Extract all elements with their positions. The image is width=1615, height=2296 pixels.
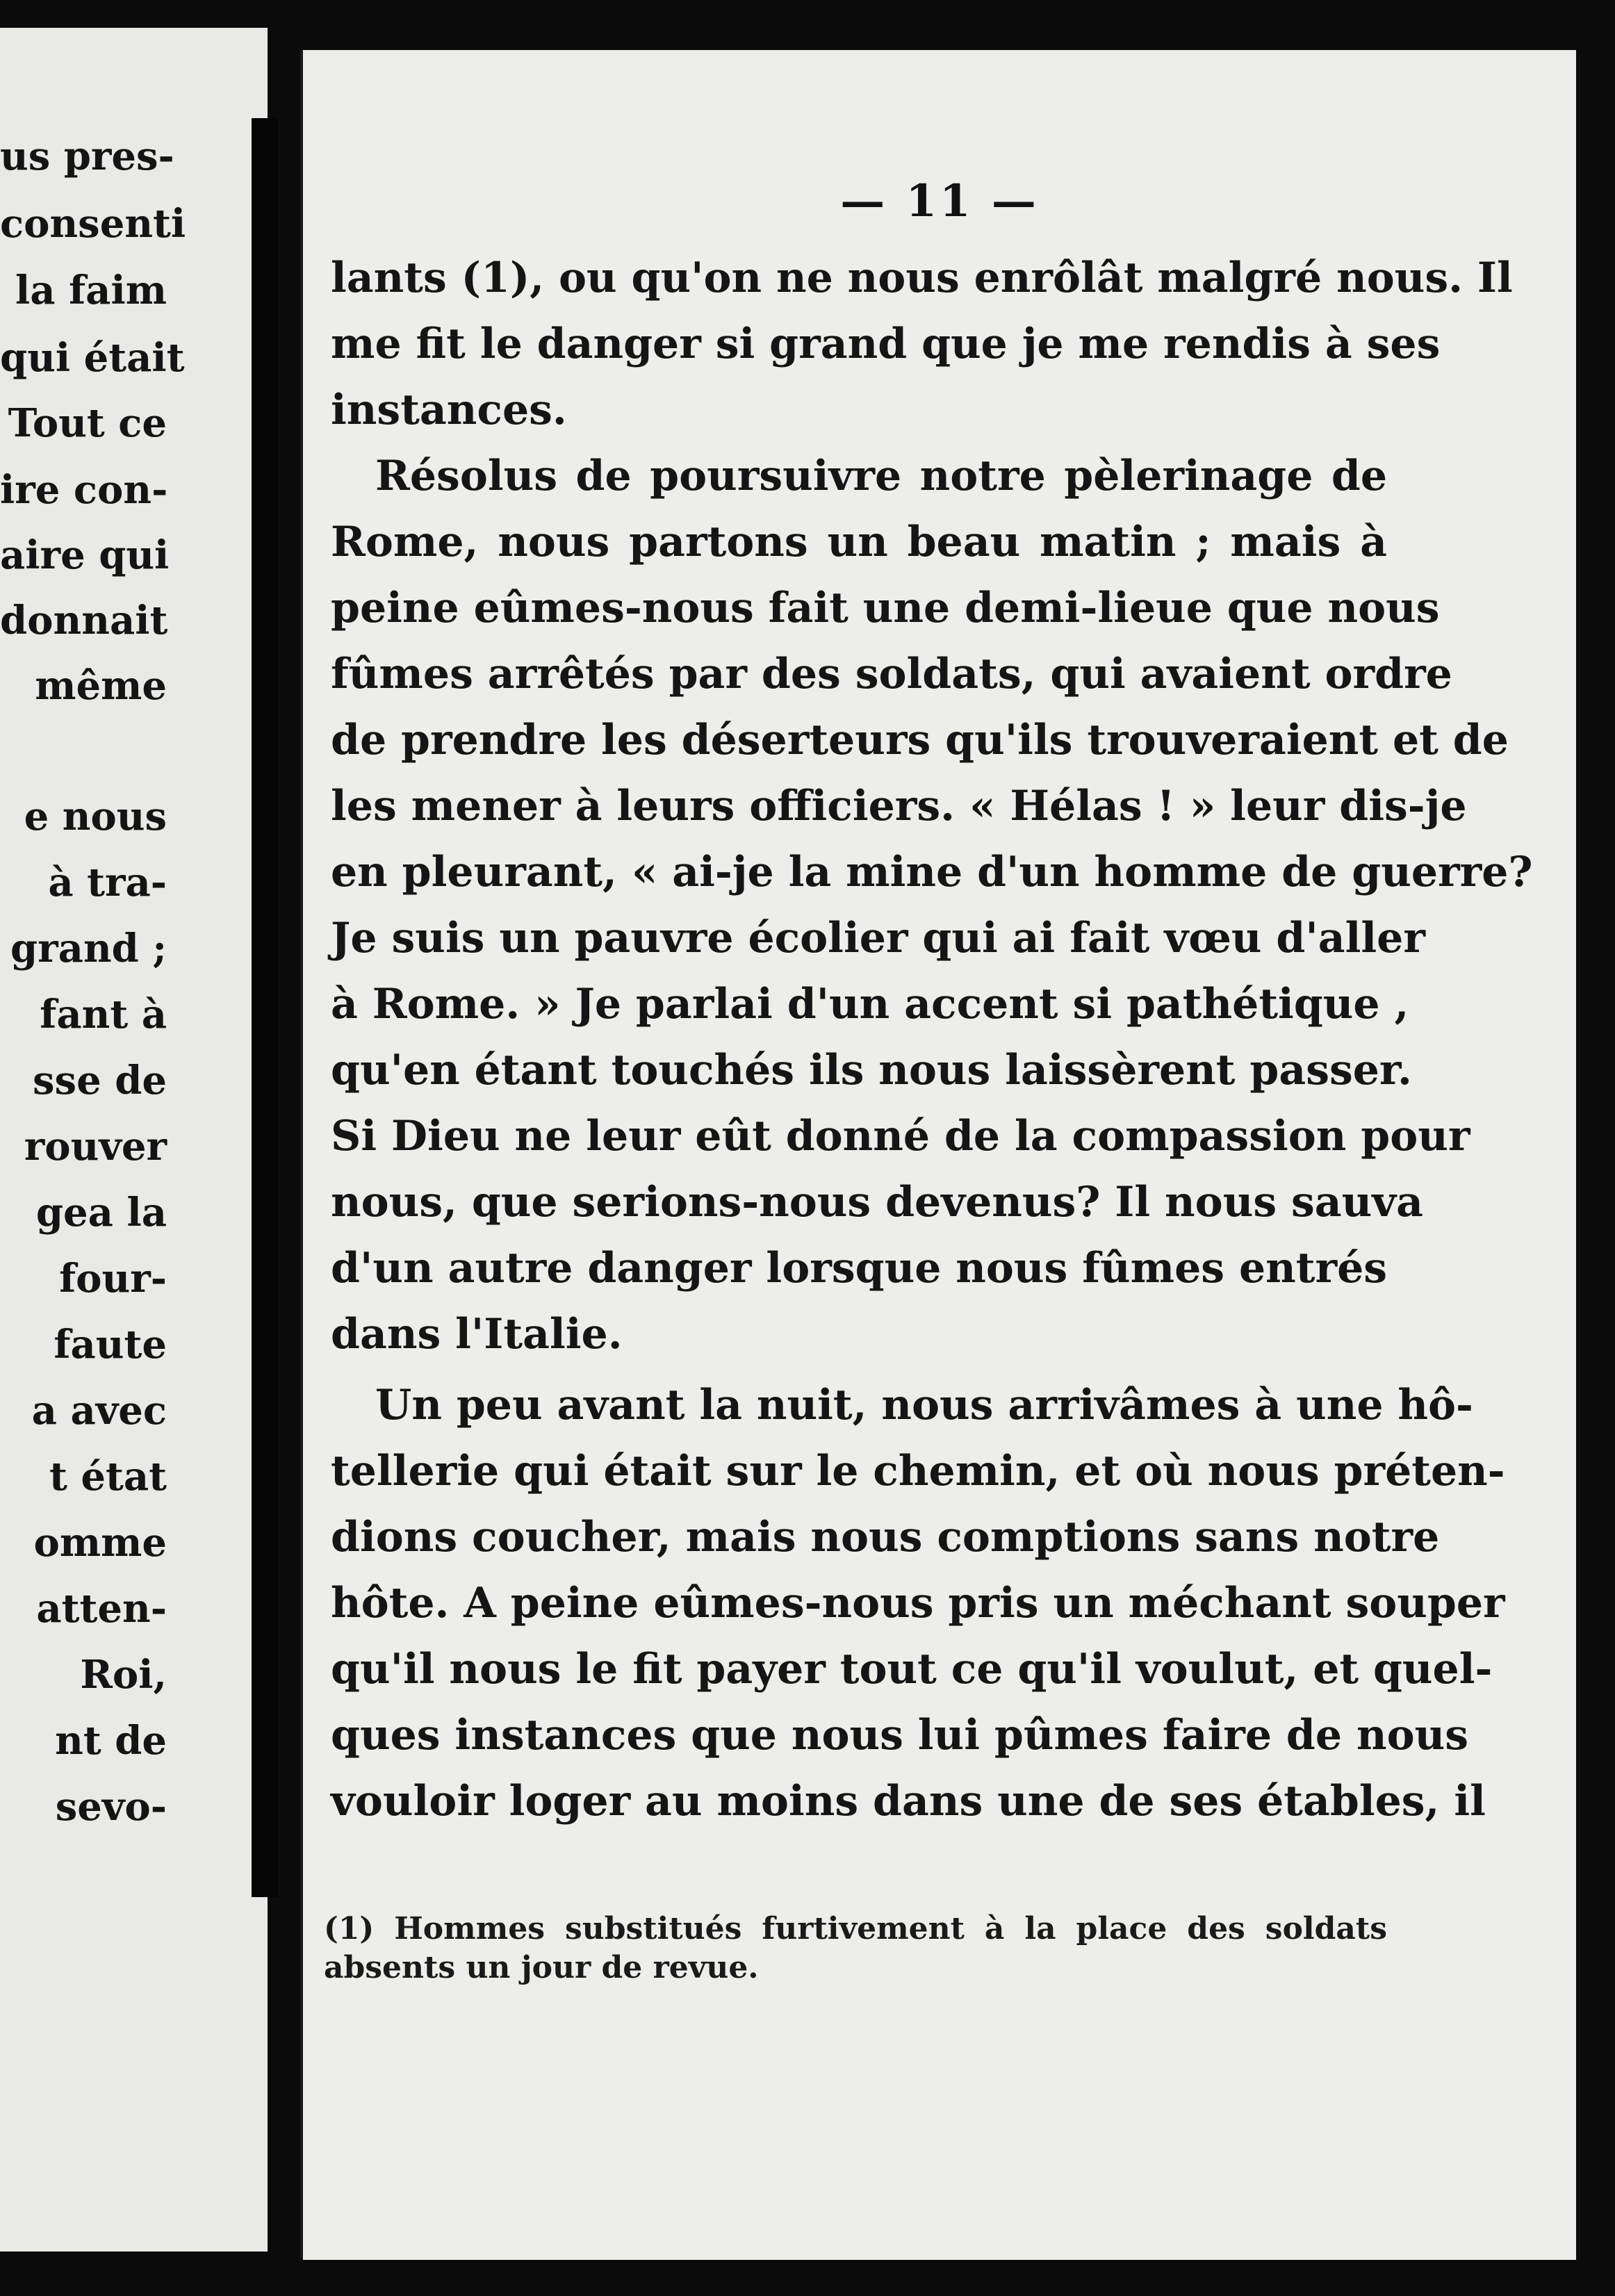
footnote-line: absents un jour de revue. bbox=[324, 1950, 759, 1985]
text-line: à Rome. » Je parlai d'un accent si pathétique , bbox=[331, 980, 1409, 1028]
text-line: Un peu avant la nuit, nous arrivâmes à une hô- bbox=[375, 1381, 1473, 1429]
text-line: de prendre les déserteurs qu'ils trouveraient et de bbox=[331, 716, 1509, 764]
left-page-fragment: donnait bbox=[0, 598, 168, 643]
left-page-fragment: fant à bbox=[40, 992, 167, 1038]
left-page-fragment: faute bbox=[54, 1322, 167, 1368]
text-line: peine eûmes-nous fait une demi-lieue que nous bbox=[331, 584, 1440, 632]
text-line: lants (1), ou qu'on ne nous enrôlât malgré nous. Il bbox=[331, 254, 1513, 302]
left-page-fragment: t état bbox=[49, 1454, 167, 1500]
left-page-fragment: consenti bbox=[0, 201, 186, 247]
footnote-line: (1) Hommes substitués furtivement à la place des soldats bbox=[324, 1911, 1387, 1946]
left-page-fragment: aire qui bbox=[0, 532, 170, 578]
text-line: instances. bbox=[331, 386, 567, 434]
left-page-fragment: a avec bbox=[31, 1388, 167, 1434]
page-number: — 11 — bbox=[840, 175, 1039, 227]
left-page bbox=[0, 28, 268, 2252]
book-gutter bbox=[252, 118, 278, 1897]
left-page-fragment: e nous bbox=[24, 794, 167, 839]
text-line: Rome, nous partons un beau matin ; mais à bbox=[331, 518, 1387, 566]
left-page-fragment: Tout ce bbox=[8, 400, 167, 446]
left-page-fragment: omme bbox=[33, 1520, 167, 1566]
left-page-fragment: rouver bbox=[24, 1124, 167, 1170]
text-line: tellerie qui était sur le chemin, et où nous préten- bbox=[331, 1447, 1505, 1495]
left-page-fragment: qui était bbox=[0, 335, 185, 381]
text-line: hôte. A peine eûmes-nous pris un méchant souper bbox=[331, 1579, 1505, 1627]
text-line: nous, que serions-nous devenus? Il nous sauva bbox=[331, 1178, 1424, 1227]
text-line: fûmes arrêtés par des soldats, qui avaient ordre bbox=[331, 650, 1452, 698]
left-page-fragment: Roi, bbox=[80, 1652, 167, 1698]
text-line: les mener à leurs officiers. « Hélas ! » leur dis-je bbox=[331, 782, 1467, 830]
left-page-fragment: us pres- bbox=[0, 133, 174, 179]
text-line: Si Dieu ne leur eût donné de la compassion pour bbox=[331, 1112, 1470, 1161]
left-page-fragment: sevo- bbox=[55, 1784, 167, 1830]
text-line: en pleurant, « ai-je la mine d'un homme de guerre? bbox=[331, 848, 1533, 896]
left-page-fragment: gea la bbox=[35, 1190, 167, 1236]
left-page-fragment: atten- bbox=[36, 1586, 167, 1632]
text-line: qu'en étant touchés ils nous laissèrent passer. bbox=[331, 1046, 1412, 1094]
left-page-fragment: même bbox=[35, 663, 167, 709]
left-page-fragment: four- bbox=[59, 1256, 167, 1302]
left-page-fragment: sse de bbox=[33, 1058, 167, 1104]
text-line: vouloir loger au moins dans une de ses étables, il bbox=[331, 1777, 1486, 1826]
text-line: Je suis un pauvre écolier qui ai fait vœu d'aller bbox=[331, 914, 1425, 962]
text-line: dans l'Italie. bbox=[331, 1310, 623, 1359]
left-page-fragment: ire con- bbox=[0, 467, 168, 513]
text-line: ques instances que nous lui pûmes faire de nous bbox=[331, 1711, 1468, 1760]
left-page-fragment: à tra- bbox=[48, 860, 167, 905]
right-page bbox=[300, 50, 1576, 2260]
text-line: qu'il nous le fit payer tout ce qu'il voulut, et quel- bbox=[331, 1645, 1493, 1694]
text-line: Résolus de poursuivre notre pèlerinage de bbox=[375, 452, 1387, 500]
left-page-fragment: nt de bbox=[55, 1718, 167, 1764]
left-page-fragment: grand ; bbox=[10, 926, 167, 971]
left-page-fragment: la faim bbox=[15, 268, 167, 313]
text-line: dions coucher, mais nous comptions sans notre bbox=[331, 1513, 1440, 1561]
text-line: d'un autre danger lorsque nous fûmes entrés bbox=[331, 1244, 1388, 1293]
text-line: me fit le danger si grand que je me rendis à ses bbox=[331, 320, 1441, 368]
